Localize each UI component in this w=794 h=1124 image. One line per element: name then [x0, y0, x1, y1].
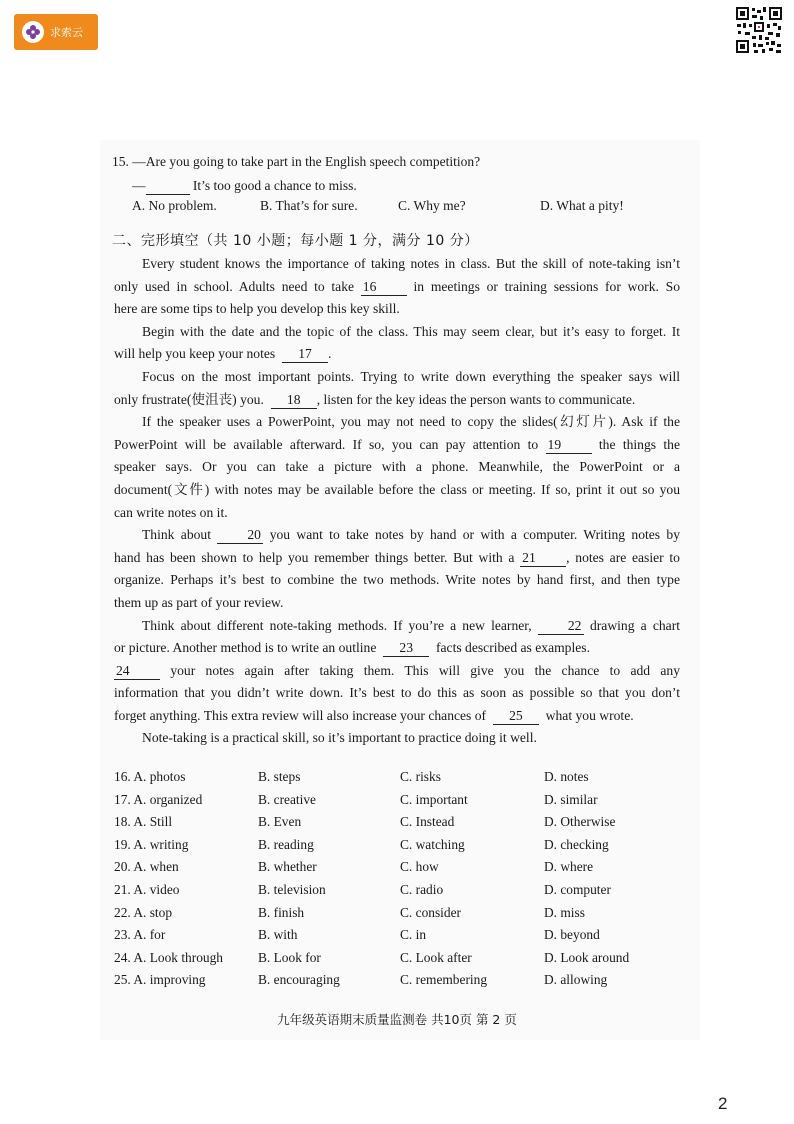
page-number: 2 — [718, 1094, 728, 1113]
answer-choices — [114, 766, 674, 992]
blank-24[interactable]: 24 — [114, 663, 160, 680]
blank-20[interactable]: 20 — [217, 527, 263, 544]
choice-option-b[interactable]: B. with — [258, 927, 298, 943]
section-heading-cloze: 二、完形填空（共 10 小题；每小题 1 分，满分 10 分） — [112, 233, 479, 249]
choice-option-c[interactable]: C. radio — [400, 881, 444, 897]
choice-option-a[interactable]: 18. A. Still — [114, 814, 173, 830]
choice-option-a[interactable]: 24. A. Look through — [114, 949, 223, 965]
choice-option-a[interactable]: 20. A. when — [114, 859, 179, 875]
choice-row — [114, 947, 674, 970]
choice-option-a[interactable]: 23. A. for — [114, 927, 166, 943]
q15-option-c[interactable]: C. Why me? — [398, 198, 466, 213]
choice-option-c[interactable]: C. remembering — [400, 972, 488, 988]
passage-line: If the speaker uses a PowerPoint, you may not need to copy the slides(幻灯片). Ask if the — [142, 414, 680, 430]
choice-option-d[interactable]: D. Look around — [544, 949, 630, 965]
page-footer: 九年级英语期末质量监测卷 共10页 第 2 页 — [277, 1012, 517, 1027]
choice-option-b[interactable]: B. creative — [258, 791, 316, 807]
passage-line: or picture. Another method is to write an outline 23 facts described as examples. — [114, 640, 590, 656]
choice-option-c[interactable]: C. Instead — [400, 814, 455, 830]
q15-response — [112, 174, 672, 198]
passage-line: forget anything. This extra review will also increase your chances of 25 what you wrote. — [114, 707, 634, 723]
choice-option-b[interactable]: B. television — [258, 881, 326, 897]
choice-option-b[interactable]: B. steps — [258, 769, 301, 784]
choice-row — [114, 924, 674, 947]
choice-option-c[interactable]: C. important — [400, 791, 468, 807]
choice-row — [114, 856, 674, 879]
blank-21[interactable]: 21 — [520, 550, 566, 567]
choice-option-a[interactable]: 17. A. organized — [114, 791, 203, 807]
passage-line: Think about 20 you want to take notes by hand or with a computer. Writing notes by — [142, 527, 681, 543]
blank-19[interactable]: 19 — [546, 437, 592, 454]
q15-option-b[interactable]: B. That’s for sure. — [260, 198, 358, 213]
blank-17[interactable]: 17 — [282, 346, 328, 363]
choice-option-d[interactable]: D. checking — [544, 836, 609, 852]
blank-23[interactable]: 23 — [383, 640, 429, 657]
source-badge[interactable] — [14, 14, 98, 50]
blank-25[interactable]: 25 — [493, 708, 539, 725]
q15-prompt: 15. —Are you going to take part in the English speech competition? — [112, 154, 481, 169]
question-15 — [112, 150, 672, 222]
choice-row — [114, 879, 674, 902]
q15-answer-blank[interactable] — [146, 178, 190, 195]
passage-line: document(文件) with notes may be available before the class or meeting. If so, print it out so you — [114, 481, 680, 497]
choice-option-c[interactable]: C. watching — [400, 836, 465, 852]
passage-line: only frustrate(使沮丧) you. 18 , listen for the key ideas the person wants to communicate. — [114, 391, 636, 407]
choice-option-d[interactable]: D. notes — [544, 769, 589, 784]
choice-option-d[interactable]: D. beyond — [544, 927, 600, 943]
q15-option-a[interactable]: A. No problem. — [132, 198, 217, 213]
cloze-passage — [114, 253, 680, 750]
passage-line: 24 your notes again after taking them. This will give you the chance to add any — [116, 662, 681, 678]
passage-line: them up as part of your review. — [114, 594, 284, 610]
passage-line: only used in school. Adults need to take 16 in meetings or training sessions for work. So — [114, 278, 680, 294]
choice-row — [114, 902, 674, 925]
passage-line: Every student knows the importance of taking notes in class. But the skill of note-taking isn’t — [142, 256, 680, 271]
passage-line: Think about different note-taking methods. If you’re a new learner, 22 drawing a chart — [142, 617, 681, 633]
passage-line: here are some tips to help you develop this key skill. — [114, 301, 400, 317]
q15-options — [112, 198, 672, 222]
choice-row — [114, 766, 674, 789]
blank-16[interactable]: 16 — [361, 279, 407, 296]
choice-row — [114, 789, 674, 812]
choice-option-a[interactable]: 16. A. photos — [114, 769, 186, 784]
choice-option-b[interactable]: B. Look for — [258, 949, 321, 965]
choice-option-c[interactable]: C. risks — [400, 769, 441, 784]
blank-22[interactable]: 22 — [538, 618, 584, 635]
choice-option-b[interactable]: B. finish — [258, 904, 305, 920]
choice-option-c[interactable]: C. in — [400, 927, 427, 943]
passage-line: Focus on the most important points. Trying to write down everything the speaker says will — [142, 368, 680, 384]
choice-option-d[interactable]: D. Otherwise — [544, 814, 616, 830]
choice-option-c[interactable]: C. how — [400, 859, 439, 875]
passage-line: hand has been shown to help you remember things better. But with a 21 , notes are easier to — [114, 549, 680, 565]
blank-18[interactable]: 18 — [271, 392, 317, 409]
choice-option-d[interactable]: D. where — [544, 859, 594, 875]
qr-code-icon — [735, 6, 783, 54]
flower-logo-icon — [22, 21, 44, 43]
choice-option-c[interactable]: C. consider — [400, 904, 461, 920]
choice-option-a[interactable]: 21. A. video — [114, 881, 180, 897]
choice-row — [114, 834, 674, 857]
choice-option-d[interactable]: D. miss — [544, 904, 585, 920]
passage-line: Begin with the date and the topic of the class. This may seem clear, but it’s easy to forget. It — [142, 323, 680, 339]
passage-line: information that you didn’t write down. It’s best to do this as soon as possible so that you don’t — [114, 685, 680, 701]
choice-option-d[interactable]: D. computer — [544, 881, 611, 897]
choice-row — [114, 969, 674, 992]
passage-line: can write notes on it. — [114, 504, 228, 520]
choice-option-c[interactable]: C. Look after — [400, 949, 472, 965]
badge-text: 求索云 — [50, 26, 83, 39]
choice-option-b[interactable]: B. encouraging — [258, 972, 340, 988]
choice-option-d[interactable]: D. similar — [544, 791, 598, 807]
choice-option-a[interactable]: 25. A. improving — [114, 972, 206, 988]
choice-option-b[interactable]: B. Even — [258, 814, 302, 830]
passage-line: Note-taking is a practical skill, so it’s important to practice doing it well. — [142, 730, 537, 746]
choice-option-d[interactable]: D. allowing — [544, 972, 608, 988]
choice-option-a[interactable]: 22. A. stop — [114, 904, 173, 920]
q15-option-d[interactable]: D. What a pity! — [540, 198, 624, 213]
passage-line: PowerPoint will be available afterward. If so, you can pay attention to 19 the things the — [114, 436, 681, 452]
choice-option-b[interactable]: B. reading — [258, 836, 314, 852]
choice-option-a[interactable]: 19. A. writing — [114, 836, 189, 852]
passage-line: organize. Perhaps it’s best to combine the two methods. Write notes by hand first, and then type — [114, 572, 680, 588]
choice-row — [114, 811, 674, 834]
q15-dash: — — [132, 178, 146, 193]
passage-line: speaker says. Or you can take a picture with a phone. Meanwhile, the PowerPoint or a — [114, 459, 680, 475]
passage-line: will help you keep your notes 17 . — [114, 346, 332, 362]
choice-option-b[interactable]: B. whether — [258, 859, 317, 875]
q15-response-text: It’s too good a chance to miss. — [189, 178, 357, 193]
